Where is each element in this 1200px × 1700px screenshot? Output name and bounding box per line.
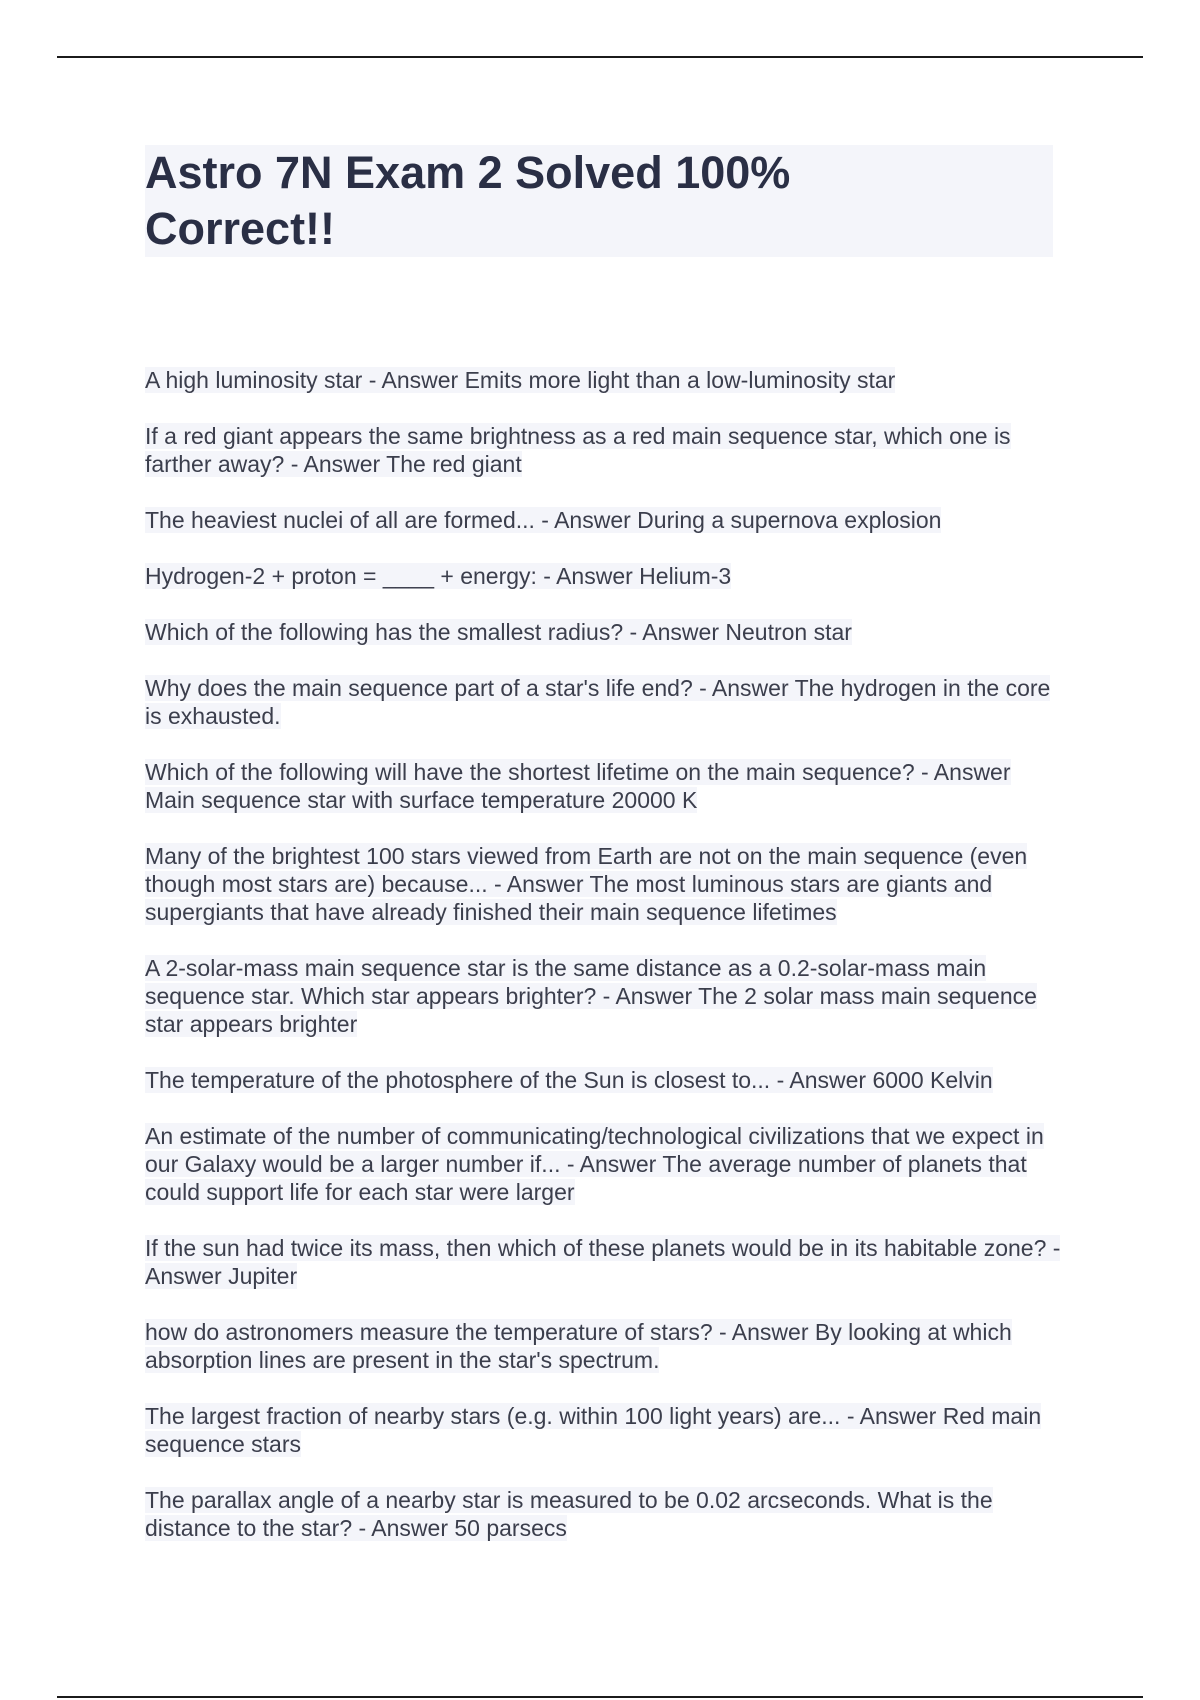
qa-item [145,674,1065,730]
qa-item-text: Which of the following will have the shortest lifetime on the main sequence? - Answer Main sequence star with surface temperature 20000 K [145,759,1011,813]
qa-item [145,1066,1065,1094]
qa-item [145,618,1065,646]
qa-item [145,562,1065,590]
qa-item-text: The heaviest nuclei of all are formed... - Answer During a supernova explosion [145,507,942,533]
qa-item-text: Many of the brightest 100 stars viewed from Earth are not on the main sequence (even though most stars are) because... - Answer The most luminous stars are giants and supergiants that have already finished their main sequence lifetimes [145,843,1028,925]
qa-item [145,954,1065,1038]
bottom-rule [57,1696,1143,1698]
qa-item-text: how do astronomers measure the temperature of stars? - Answer By looking at which absorption lines are present in the star's spectrum. [145,1319,1012,1373]
qa-item-text: The largest fraction of nearby stars (e.g. within 100 light years) are... - Answer Red main sequence stars [145,1403,1042,1457]
qa-item [145,1402,1065,1458]
qa-item-text: If the sun had twice its mass, then which of these planets would be in its habitable zone? - Answer Jupiter [145,1235,1061,1289]
qa-item-text: A 2-solar-mass main sequence star is the same distance as a 0.2-solar-mass main sequence star. Which star appears brighter? - Answer The 2 solar mass main sequence star appears brighter [145,955,1037,1037]
qa-item-text: If a red giant appears the same brightness as a red main sequence star, which one is farther away? - Answer The red giant [145,423,1011,477]
qa-item-text: The parallax angle of a nearby star is measured to be 0.02 arcseconds. What is the distance to the star? - Answer 50 parsecs [145,1487,993,1541]
document-title: Astro 7N Exam 2 Solved 100% Correct!! [145,147,791,254]
title-block [145,145,1053,257]
qa-item [145,366,1065,394]
qa-item [145,506,1065,534]
qa-item [145,1486,1065,1542]
qa-item [145,1234,1065,1290]
qa-item-text: An estimate of the number of communicating/technological civilizations that we expect in our Galaxy would be a larger number if... - Answer The average number of planets that could support life for each star were larger [145,1123,1044,1205]
qa-item [145,1122,1065,1206]
top-rule [57,56,1143,58]
qa-item [145,1318,1065,1374]
qa-item-text: Why does the main sequence part of a star's life end? - Answer The hydrogen in the core is exhausted. [145,675,1051,729]
qa-item [145,422,1065,478]
qa-item-text: Which of the following has the smallest radius? - Answer Neutron star [145,619,852,645]
qa-item-text: A high luminosity star - Answer Emits more light than a low-luminosity star [145,367,896,393]
qa-list [145,366,1065,1570]
qa-item-text: The temperature of the photosphere of the Sun is closest to... - Answer 6000 Kelvin [145,1067,993,1093]
qa-item-text: Hydrogen-2 + proton = ____ + energy: - Answer Helium-3 [145,563,732,589]
qa-item [145,842,1065,926]
qa-item [145,758,1065,814]
